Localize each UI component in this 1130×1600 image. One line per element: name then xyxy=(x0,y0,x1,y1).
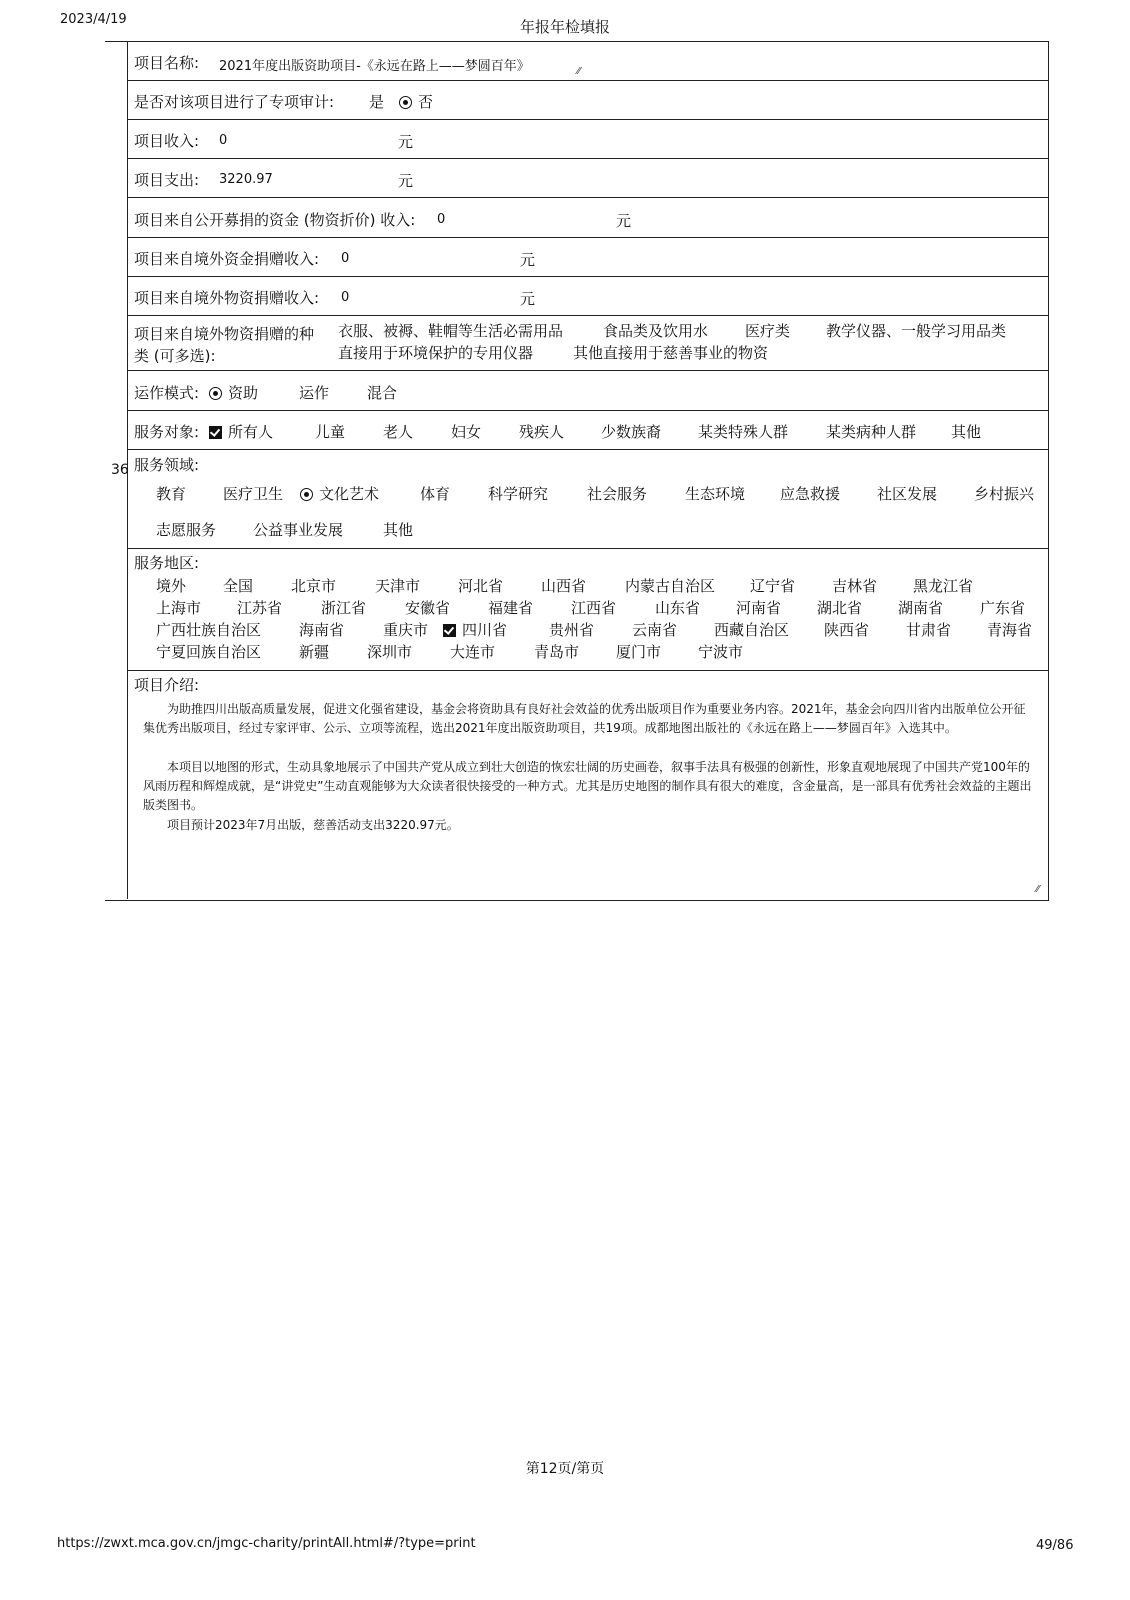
region-option[interactable]: 青海省 xyxy=(987,621,1033,639)
region-option[interactable]: 山西省 xyxy=(541,577,587,595)
field-option-public-welfare[interactable]: 公益事业发展 xyxy=(253,521,344,539)
row-divider xyxy=(127,670,1049,671)
introduction-label: 项目介绍: xyxy=(134,676,200,694)
field-option-sports[interactable]: 体育 xyxy=(420,485,451,503)
region-option[interactable]: 黑龙江省 xyxy=(913,577,974,595)
goods-option-food[interactable]: 食品类及饮用水 xyxy=(603,322,709,340)
print-url: https://zwxt.mca.gov.cn/jmgc-charity/printAll.html#/?type=print xyxy=(57,1536,476,1551)
region-option[interactable]: 新疆 xyxy=(299,643,330,661)
region-option[interactable]: 重庆市 xyxy=(383,621,429,639)
goods-option-environment[interactable]: 直接用于环境保护的专用仪器 xyxy=(338,344,534,362)
target-option-disease-groups[interactable]: 某类病种人群 xyxy=(826,423,917,441)
service-region-label: 服务地区: xyxy=(134,554,200,572)
checkbox-checked-icon xyxy=(443,624,456,637)
row-divider xyxy=(127,449,1049,450)
region-option[interactable]: 河北省 xyxy=(458,577,504,595)
region-option[interactable]: 境外 xyxy=(156,577,187,595)
region-option[interactable]: 湖南省 xyxy=(898,599,944,617)
target-option-elderly[interactable]: 老人 xyxy=(383,423,414,441)
goods-option-teaching[interactable]: 教学仪器、一般学习用品类 xyxy=(826,322,1007,340)
row-divider xyxy=(127,315,1049,316)
project-name-label: 项目名称: xyxy=(134,54,200,72)
row-divider xyxy=(127,119,1049,120)
field-option-education[interactable]: 教育 xyxy=(156,485,187,503)
row-divider xyxy=(127,197,1049,198)
service-target-label: 服务对象: xyxy=(134,423,200,441)
region-option[interactable]: 大连市 xyxy=(450,643,496,661)
income-currency: 元 xyxy=(398,133,414,151)
operation-option-mixed[interactable]: 混合 xyxy=(367,384,398,402)
expense-currency: 元 xyxy=(398,172,414,190)
foreign-fund-label: 项目来自境外资金捐赠收入: xyxy=(134,250,320,268)
goods-option-other-charity[interactable]: 其他直接用于慈善事业的物资 xyxy=(573,344,769,362)
audit-label: 是否对该项目进行了专项审计: xyxy=(134,93,335,111)
region-option[interactable]: 福建省 xyxy=(488,599,534,617)
print-date: 2023/4/19 xyxy=(60,12,127,27)
radio-selected-icon xyxy=(300,488,313,501)
row-divider xyxy=(127,158,1049,159)
target-option-everyone-label: 所有人 xyxy=(228,423,274,441)
row-divider xyxy=(127,237,1049,238)
region-option-sichuan[interactable] xyxy=(443,619,507,640)
field-option-volunteer[interactable]: 志愿服务 xyxy=(156,521,217,539)
target-option-special-groups[interactable]: 某类特殊人群 xyxy=(698,423,789,441)
foreign-fund-currency: 元 xyxy=(520,251,536,269)
region-option[interactable]: 青岛市 xyxy=(534,643,580,661)
row-divider xyxy=(127,410,1049,411)
region-option[interactable]: 宁波市 xyxy=(698,643,744,661)
introduction-paragraph: 项目预计2023年7月出版，慈善活动支出3220.97元。 xyxy=(167,818,459,832)
region-option[interactable]: 吉林省 xyxy=(832,577,878,595)
region-option[interactable]: 厦门市 xyxy=(616,643,662,661)
public-donation-currency: 元 xyxy=(616,212,632,230)
page-count: 49/86 xyxy=(1036,1538,1074,1553)
region-option[interactable]: 江苏省 xyxy=(237,599,283,617)
service-field-label: 服务领域: xyxy=(134,456,200,474)
expense-label: 项目支出: xyxy=(134,171,200,189)
introduction-paragraph: 为助推四川出版高质量发展，促进文化强省建设，基金会将资助具有良好社会效益的优秀出版项目作为重要业务内容。2021年，基金会向四川省内出版单位公开征集优秀出版项目，经过专家评审、公示、立项等流程，选出2021年度出版资助项目，共19项。成都地图出版社的《永远在路上——梦圆百年》入选其中。 xyxy=(143,702,1026,735)
operation-mode-label: 运作模式: xyxy=(134,384,200,402)
target-option-other[interactable]: 其他 xyxy=(951,423,982,441)
region-option[interactable]: 湖北省 xyxy=(817,599,863,617)
region-option[interactable]: 安徽省 xyxy=(405,599,451,617)
field-option-research[interactable]: 科学研究 xyxy=(488,485,549,503)
region-option[interactable]: 内蒙古自治区 xyxy=(625,577,716,595)
region-option[interactable]: 北京市 xyxy=(291,577,337,595)
target-option-children[interactable]: 儿童 xyxy=(315,423,346,441)
page-title: 年报年检填报 xyxy=(519,18,610,36)
goods-types-label-line1: 项目来自境外物资捐赠的种 xyxy=(134,325,315,343)
resize-handle-icon[interactable]: ⁄⁄ xyxy=(1036,884,1040,895)
row-divider xyxy=(127,370,1049,371)
goods-types-label-line2: 类 (可多选): xyxy=(134,347,216,365)
public-donation-label: 项目来自公开募捐的资金 (物资折价) 收入: xyxy=(134,211,416,229)
region-option[interactable]: 深圳市 xyxy=(367,643,413,661)
field-option-community[interactable]: 社区发展 xyxy=(877,485,938,503)
region-option[interactable]: 广西壮族自治区 xyxy=(156,621,262,639)
region-option[interactable]: 西藏自治区 xyxy=(714,621,790,639)
region-option[interactable]: 浙江省 xyxy=(321,599,367,617)
row-divider xyxy=(127,548,1049,549)
foreign-goods-value: 0 xyxy=(341,290,350,305)
region-option[interactable]: 上海市 xyxy=(156,599,202,617)
operation-option-grant[interactable] xyxy=(209,382,258,403)
field-option-culture-arts-label: 文化艺术 xyxy=(319,485,380,503)
operation-option-grant-label: 资助 xyxy=(228,384,259,402)
target-option-ethnic-minorities[interactable]: 少数族裔 xyxy=(601,423,662,441)
row-divider xyxy=(127,276,1049,277)
region-option[interactable]: 广东省 xyxy=(980,599,1026,617)
region-option[interactable]: 贵州省 xyxy=(549,621,595,639)
target-option-women[interactable]: 妇女 xyxy=(451,423,482,441)
audit-yes-option[interactable]: 是 xyxy=(369,93,385,111)
row-number: 36 xyxy=(111,462,129,478)
income-value: 0 xyxy=(219,133,228,148)
resize-handle-icon: ⁄⁄ xyxy=(577,66,581,77)
region-option[interactable]: 天津市 xyxy=(375,577,421,595)
region-option[interactable]: 江西省 xyxy=(571,599,617,617)
region-option-sichuan-label: 四川省 xyxy=(462,621,508,639)
goods-option-medical[interactable]: 医疗类 xyxy=(745,322,791,340)
expense-value: 3220.97 xyxy=(219,172,273,187)
field-option-social-service[interactable]: 社会服务 xyxy=(587,485,648,503)
goods-option-daily-necessities[interactable]: 衣服、被褥、鞋帽等生活必需用品 xyxy=(338,322,564,340)
foreign-goods-currency: 元 xyxy=(520,290,536,308)
page-indicator: 第12页/第页 xyxy=(525,1461,605,1477)
region-option[interactable]: 云南省 xyxy=(632,621,678,639)
operation-option-operate[interactable]: 运作 xyxy=(299,384,330,402)
row-divider xyxy=(127,80,1049,81)
audit-no-option[interactable] xyxy=(399,91,433,112)
field-option-rural[interactable]: 乡村振兴 xyxy=(974,485,1035,503)
region-option[interactable]: 陕西省 xyxy=(824,621,870,639)
project-name-value: 2021年度出版资助项目-《永远在路上——梦圆百年》 xyxy=(219,59,530,74)
region-option[interactable]: 山东省 xyxy=(655,599,701,617)
field-option-healthcare[interactable]: 医疗卫生 xyxy=(223,485,284,503)
field-option-other[interactable]: 其他 xyxy=(383,521,414,539)
radio-selected-icon xyxy=(209,387,222,400)
field-option-culture-arts[interactable] xyxy=(300,483,379,504)
region-option[interactable]: 河南省 xyxy=(736,599,782,617)
region-option[interactable]: 辽宁省 xyxy=(750,577,796,595)
region-option[interactable]: 甘肃省 xyxy=(906,621,952,639)
introduction-paragraph: 本项目以地图的形式，生动具象地展示了中国共产党从成立到壮大创造的恢宏壮阔的历史画卷，叙事手法具有极强的创新性，形象直观地展现了中国共产党100年的风雨历程和辉煌成就，是“讲党史”生动直观能够为大众读者很快接受的一种方式。尤其是历史地图的制作具有很大的难度，含金量高，是一部具有优秀社会效益的主题出版类图书。 xyxy=(143,760,1032,812)
audit-no-label: 否 xyxy=(418,93,434,111)
public-donation-value: 0 xyxy=(437,212,446,227)
field-option-emergency[interactable]: 应急救援 xyxy=(780,485,841,503)
target-option-disabled[interactable]: 残疾人 xyxy=(519,423,565,441)
target-option-everyone[interactable] xyxy=(209,421,273,442)
region-option[interactable]: 宁夏回族自治区 xyxy=(156,643,262,661)
region-option[interactable]: 海南省 xyxy=(299,621,345,639)
foreign-fund-value: 0 xyxy=(341,251,350,266)
radio-selected-icon xyxy=(399,96,412,109)
foreign-goods-label: 项目来自境外物资捐赠收入: xyxy=(134,289,320,307)
checkbox-checked-icon xyxy=(209,426,222,439)
region-option[interactable]: 全国 xyxy=(223,577,254,595)
field-option-ecology[interactable]: 生态环境 xyxy=(685,485,746,503)
income-label: 项目收入: xyxy=(134,132,200,150)
